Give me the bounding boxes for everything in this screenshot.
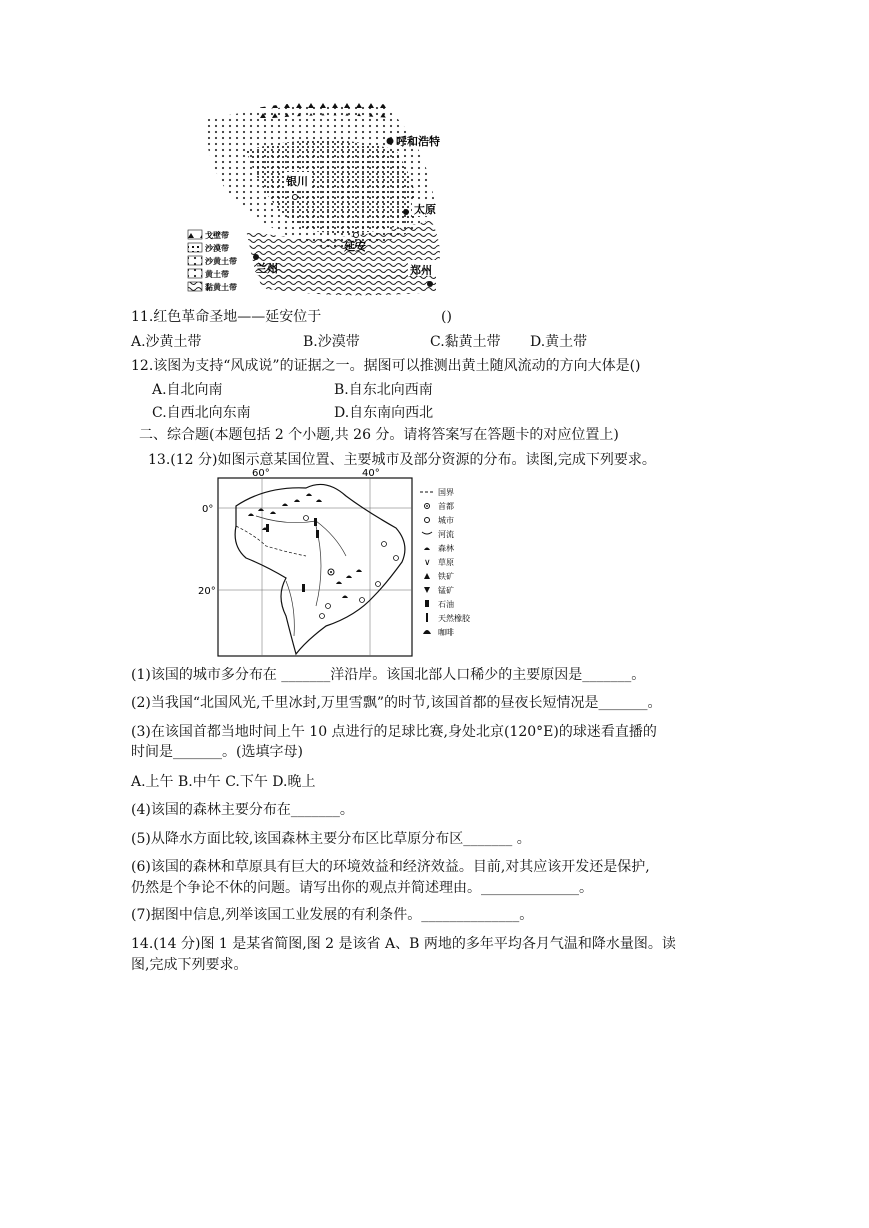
legend-clay-loess: 黏黄土带 bbox=[205, 283, 237, 292]
q12-option-a: A.自北向南 bbox=[152, 382, 223, 398]
city-zhengzhou: 郑州 bbox=[410, 264, 432, 277]
q11-stem: 11.红色革命圣地——延安位于 bbox=[131, 309, 322, 325]
q13-sub3a: (3)在该国首都当地时间上午 10 点进行的足球比赛,身处北京(120°E)的球迷看直播的 bbox=[131, 724, 657, 740]
city-hohhot: 呼和浩特 bbox=[396, 135, 440, 148]
q11-option-d: D.黄土带 bbox=[530, 334, 588, 350]
map2-legend bbox=[420, 488, 471, 637]
legend-border: 国界 bbox=[438, 488, 454, 497]
q13-sub3-options: A.上午 B.中午 C.下午 D.晚上 bbox=[131, 774, 316, 790]
q13-sub4: (4)该国的森林主要分布在_______。 bbox=[131, 802, 354, 818]
q13-sub1: (1)该国的城市多分布在 _______洋沿岸。该国北部人口稀少的主要原因是_______。 bbox=[131, 667, 646, 683]
legend-desert: 沙漠带 bbox=[205, 244, 229, 253]
lon-label-40: 40° bbox=[362, 468, 380, 479]
city-yinchuan: 银川 bbox=[286, 175, 308, 188]
legend-loess: 黄土带 bbox=[205, 270, 229, 279]
city-yanan: 延安 bbox=[344, 240, 366, 253]
q13-stem: 13.(12 分)如图示意某国位置、主要城市及部分资源的分布。读图,完成下列要求。 bbox=[148, 452, 656, 468]
legend-grassland: 草原 bbox=[438, 558, 454, 567]
q13-sub3b: 时间是_______。(选填字母) bbox=[131, 744, 303, 760]
legend-gobi: 戈壁带 bbox=[205, 231, 229, 240]
legend-coffee: 咖啡 bbox=[438, 628, 454, 637]
q11-option-c: C.黏黄土带 bbox=[430, 334, 501, 350]
q12-option-b: B.自东北向西南 bbox=[334, 382, 433, 398]
legend-river: 河流 bbox=[438, 530, 454, 539]
lat-label-20: 20° bbox=[198, 586, 216, 597]
loess-belt-map bbox=[186, 100, 462, 302]
q13-sub6b: 仍然是个争论不休的问题。请写出你的观点并简述理由。______________。 bbox=[131, 880, 593, 896]
q12-option-d: D.自东南向西北 bbox=[334, 405, 434, 421]
legend-rubber: 天然橡胶 bbox=[438, 614, 470, 623]
legend-city: 城市 bbox=[438, 516, 454, 525]
legend-sandy-loess: 沙黄土带 bbox=[205, 257, 237, 266]
legend-manganese: 锰矿 bbox=[438, 586, 454, 595]
map1-legend bbox=[186, 227, 242, 293]
section-heading: 二、综合题(本题包括 2 个小题,共 26 分。请将答案写在答题卡的对应位置上) bbox=[139, 427, 619, 443]
legend-capital: 首都 bbox=[438, 502, 454, 511]
legend-forest: 森林 bbox=[438, 544, 454, 553]
q11-answer-paren: () bbox=[441, 309, 452, 325]
legend-iron: 铁矿 bbox=[438, 572, 454, 581]
q11-option-a: A.沙黄土带 bbox=[131, 334, 202, 350]
q14-line1: 14.(14 分)图 1 是某省简图,图 2 是该省 A、B 两地的多年平均各月气温和降水量图。读 bbox=[131, 936, 676, 952]
city-lanzhou: 兰州 bbox=[256, 262, 278, 275]
q12-option-c: C.自西北向东南 bbox=[152, 405, 251, 421]
q13-sub7: (7)据图中信息,列举该国工业发展的有利条件。______________。 bbox=[131, 907, 534, 923]
q14-line2: 图,完成下列要求。 bbox=[131, 957, 248, 973]
legend-oil: 石油 bbox=[438, 600, 454, 609]
city-taiyuan: 太原 bbox=[414, 203, 436, 216]
svg-text:∨: ∨ bbox=[424, 558, 431, 568]
lon-label-60: 60° bbox=[252, 468, 270, 479]
q13-sub6a: (6)该国的森林和草原具有巨大的环境效益和经济效益。目前,对其应该开发还是保护, bbox=[131, 859, 650, 875]
lat-label-0: 0° bbox=[202, 504, 214, 515]
country-resource-map bbox=[196, 466, 476, 658]
q13-sub5: (5)从降水方面比较,该国森林主要分布区比草原分布区_______ 。 bbox=[131, 831, 531, 847]
q13-sub2: (2)当我国“北国风光,千里冰封,万里雪飘”的时节,该国首都的昼夜长短情况是_______。 bbox=[131, 695, 662, 711]
q12-stem: 12.该图为支持“风成说”的证据之一。据图可以推测出黄土随风流动的方向大体是() bbox=[131, 358, 641, 374]
q11-option-b: B.沙漠带 bbox=[303, 334, 360, 350]
